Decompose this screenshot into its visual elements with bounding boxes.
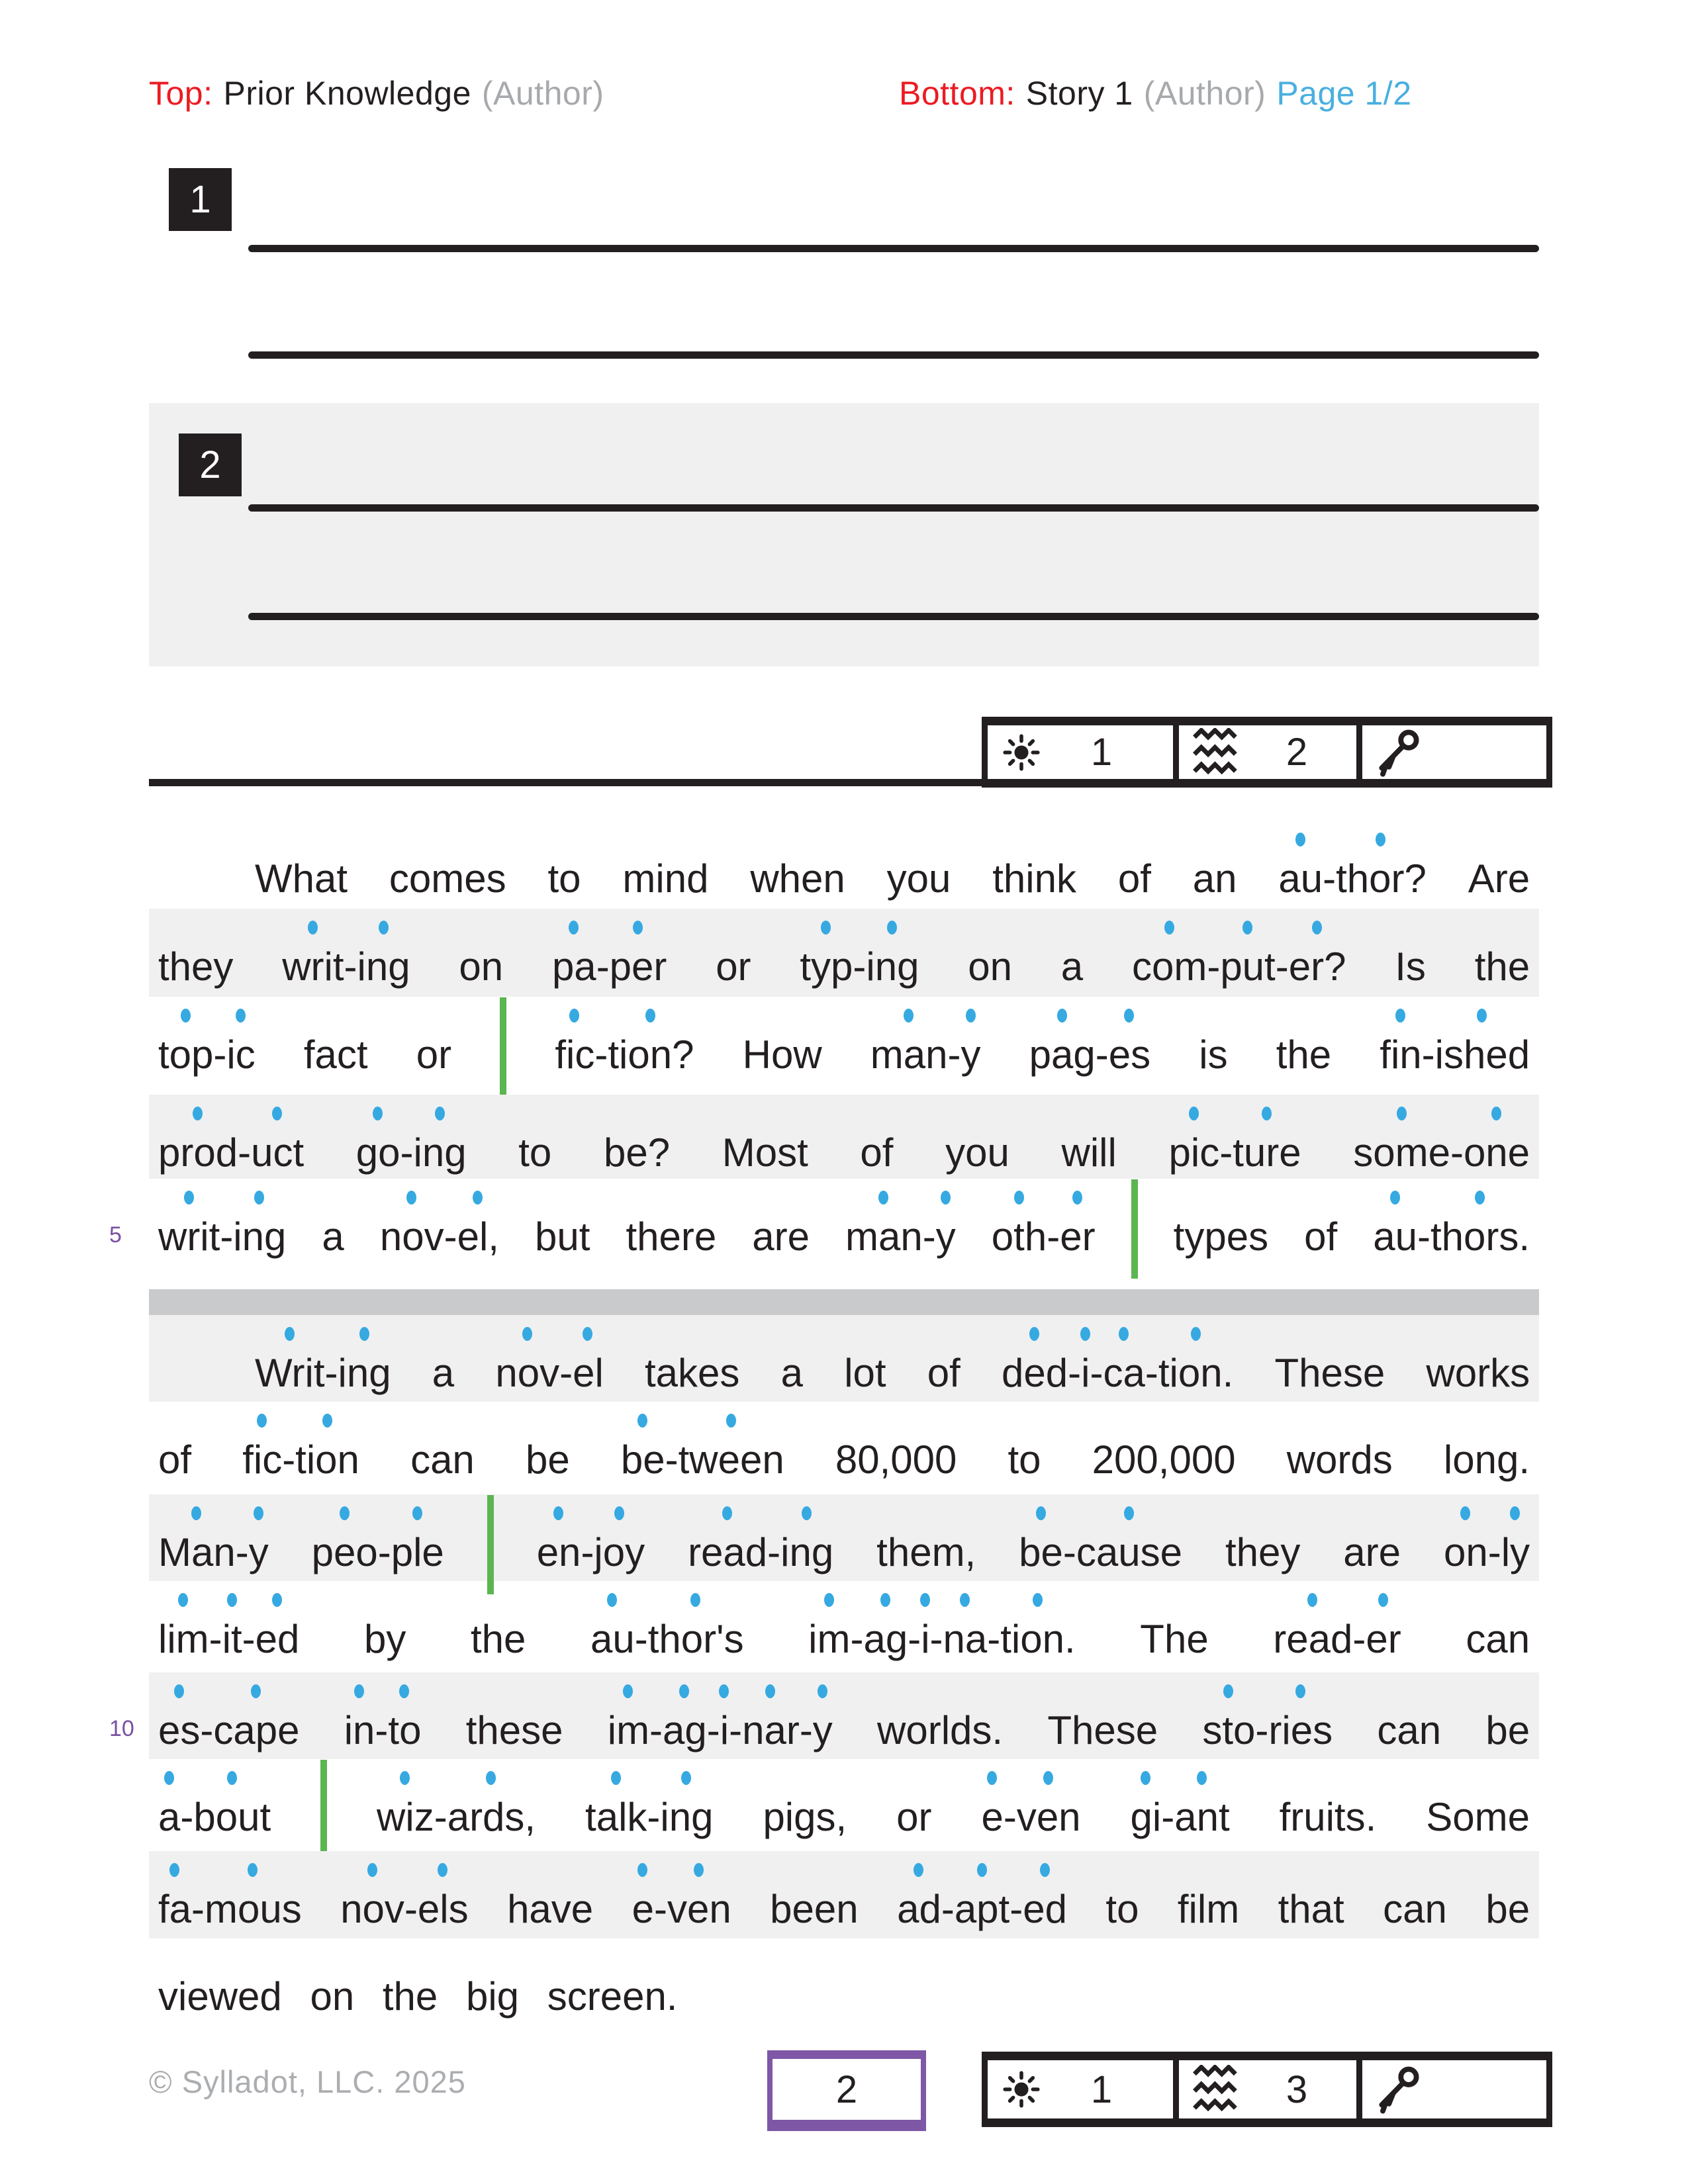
- word: Some: [1426, 1795, 1530, 1839]
- story-line-text: [149, 1759, 1539, 1837]
- word: takes: [645, 1351, 740, 1395]
- word: Writ -ing: [255, 1353, 391, 1393]
- waves-count-value: 2: [1286, 731, 1308, 774]
- story-line-row: [109, 1672, 1539, 1759]
- word: or: [716, 944, 751, 989]
- syllable-dot: [181, 1009, 191, 1023]
- word: im -ag -i -nar -y: [608, 1711, 833, 1751]
- story-line-row: [149, 1581, 1539, 1672]
- word: a: [780, 1351, 804, 1395]
- word: es -cape: [158, 1711, 299, 1751]
- writing-line[interactable]: [248, 504, 1539, 512]
- syllable-dot: [359, 1327, 369, 1341]
- syllable-dot: [1475, 1191, 1485, 1205]
- word: man -y: [870, 1035, 981, 1075]
- phrase-divider-bar: [487, 1565, 494, 1566]
- story-line-text: [149, 1315, 1539, 1393]
- word: ad -apt -ed: [897, 1889, 1067, 1929]
- syllable-dot: [340, 1506, 350, 1520]
- page-indicator: Page 1/2: [1276, 75, 1412, 112]
- phrase-divider-bar: [320, 1830, 327, 1831]
- word: pigs,: [763, 1795, 847, 1839]
- word: gi -ant: [1131, 1797, 1230, 1837]
- story-line-row: [109, 1179, 1539, 1267]
- word: are: [1343, 1530, 1401, 1574]
- word: of: [1117, 856, 1151, 901]
- answer-2-number-badge: 2: [179, 433, 242, 496]
- syllable-dot: [285, 1327, 295, 1341]
- word: to: [1105, 1887, 1139, 1931]
- word: 80,000: [835, 1437, 957, 1482]
- word: Is: [1395, 944, 1426, 989]
- syllable-dot: [1033, 1593, 1043, 1607]
- word: writ -ing: [158, 1217, 286, 1257]
- syllable-dot: [1491, 1107, 1501, 1120]
- word: nov -el,: [380, 1217, 499, 1257]
- syllable-dot: [1243, 921, 1252, 934]
- paragraph-divider: [149, 1289, 1539, 1315]
- syllable-dot: [1014, 1191, 1024, 1205]
- word: These: [1047, 1708, 1158, 1752]
- word: pag -es: [1029, 1035, 1150, 1075]
- key-icon: [1376, 727, 1427, 778]
- syllable-dot: [435, 1107, 445, 1120]
- sun-count-value: 1: [1090, 2068, 1113, 2111]
- word: on -ly: [1444, 1533, 1530, 1572]
- story-line-text: [149, 1402, 1539, 1480]
- story-line-row: [149, 1402, 1539, 1494]
- word: types: [1173, 1214, 1269, 1259]
- syllable-dot: [184, 1191, 194, 1205]
- syllable-dot: [1029, 1327, 1039, 1341]
- syllable-dot: [887, 921, 897, 934]
- line-number: 5: [109, 1222, 122, 1248]
- word: writ -ing: [282, 947, 410, 987]
- word: pa -per: [552, 947, 667, 987]
- syllable-dot: [818, 1684, 827, 1698]
- syllable-dot: [193, 1107, 203, 1120]
- word: e -ven: [981, 1797, 1080, 1837]
- word: are: [752, 1214, 810, 1259]
- syllable-dot: [679, 1684, 689, 1698]
- writing-line[interactable]: [149, 779, 982, 786]
- word: read -er: [1273, 1619, 1401, 1659]
- word: im -ag -i -na -tion.: [808, 1619, 1076, 1659]
- word: nov -els: [340, 1889, 468, 1929]
- syllable-dot: [174, 1684, 184, 1698]
- word: e -ven: [632, 1889, 731, 1929]
- word: when: [750, 856, 845, 901]
- word: they: [158, 944, 234, 989]
- word: be: [1485, 1887, 1530, 1931]
- word: pic -ture: [1169, 1133, 1301, 1173]
- word: fic -tion: [242, 1440, 359, 1480]
- story-line-text: [149, 997, 1539, 1075]
- syllable-dot: [248, 1863, 258, 1877]
- word: in -to: [344, 1711, 422, 1751]
- syllable-dot: [1043, 1771, 1053, 1785]
- story-line-text: [149, 1938, 1539, 2017]
- word: fic -tion?: [555, 1035, 694, 1075]
- word: of: [158, 1437, 192, 1482]
- word: typ -ing: [800, 947, 919, 987]
- line-number: 10: [109, 1716, 134, 1741]
- word: fact: [303, 1032, 368, 1077]
- word: on: [310, 1974, 355, 2019]
- story-line-row: [149, 1938, 1539, 2027]
- syllable-dot: [960, 1593, 970, 1607]
- word: What: [255, 856, 348, 901]
- syllable-dot: [569, 1009, 579, 1023]
- header-bottom-assignment: [899, 74, 1423, 113]
- syllable-counter-bottom: [982, 2052, 1552, 2127]
- word: but: [535, 1214, 590, 1259]
- word: How: [742, 1032, 822, 1077]
- syllable-dot: [1124, 1506, 1134, 1520]
- syllable-dot: [308, 921, 318, 934]
- syllable-dot: [406, 1191, 416, 1205]
- word: ded -i -ca -tion.: [1002, 1353, 1233, 1393]
- syllable-dot: [690, 1593, 700, 1607]
- syllable-dot: [920, 1593, 930, 1607]
- sun-count-value: 1: [1090, 731, 1113, 774]
- syllable-dot: [914, 1863, 923, 1877]
- syllable-dot: [1295, 1684, 1305, 1698]
- story-line-row: [149, 997, 1539, 1095]
- writing-line[interactable]: [248, 245, 1539, 252]
- word: by: [363, 1617, 406, 1661]
- syllable-dot: [1036, 1506, 1046, 1520]
- syllable-dot: [1460, 1506, 1470, 1520]
- syllable-dot: [400, 1771, 410, 1785]
- top-label: Top:: [149, 75, 213, 112]
- word: to: [547, 856, 581, 901]
- syllable-dot: [726, 1414, 736, 1428]
- syllable-dot: [1390, 1191, 1400, 1205]
- word: sto -ries: [1202, 1711, 1333, 1751]
- word: worlds.: [877, 1708, 1004, 1752]
- word: can: [1383, 1887, 1447, 1931]
- syllable-dot: [802, 1506, 812, 1520]
- page-number-box: 2: [767, 2050, 926, 2131]
- word: or: [896, 1795, 932, 1839]
- syllable-dot: [904, 1009, 914, 1023]
- syllable-dot: [1189, 1107, 1199, 1120]
- syllable-dot: [227, 1593, 237, 1607]
- syllable-dot: [1057, 1009, 1067, 1023]
- story-line-text: [149, 1851, 1539, 1929]
- sun-icon: [1001, 732, 1042, 773]
- syllable-dot: [367, 1863, 377, 1877]
- answer-1-number-badge: 1: [169, 168, 232, 231]
- syllable-dot: [633, 921, 643, 934]
- syllable-dot: [614, 1506, 624, 1520]
- syllable-dot: [1477, 1009, 1487, 1023]
- word: they: [1225, 1530, 1301, 1574]
- word: big: [465, 1974, 520, 2019]
- syllable-counter-top: [982, 717, 1552, 788]
- syllable-dot: [637, 1863, 647, 1877]
- word: Are: [1468, 856, 1530, 901]
- syllable-dot: [169, 1863, 179, 1877]
- word: man -y: [845, 1217, 956, 1257]
- story-line-text: [149, 821, 1539, 899]
- syllable-dot: [623, 1684, 633, 1698]
- word: read -ing: [688, 1533, 833, 1572]
- word: there: [626, 1214, 717, 1259]
- word: screen.: [547, 1974, 678, 2019]
- syllable-dot: [694, 1863, 704, 1877]
- word: the: [470, 1617, 526, 1661]
- syllable-dot: [1307, 1593, 1317, 1607]
- word: or: [416, 1032, 452, 1077]
- story-line-row: [149, 1315, 1539, 1402]
- syllable-dot: [1124, 1009, 1134, 1023]
- word: will: [1061, 1130, 1117, 1175]
- word: au -thors.: [1373, 1217, 1530, 1257]
- word: the: [1474, 944, 1530, 989]
- waves-count-cell: [1179, 725, 1362, 779]
- word: works: [1426, 1351, 1530, 1395]
- word: fa -mous: [158, 1889, 302, 1929]
- syllable-dot: [227, 1771, 237, 1785]
- word: to: [518, 1130, 552, 1175]
- word: can: [410, 1437, 475, 1482]
- syllable-dot: [1376, 833, 1385, 846]
- syllable-dot: [1262, 1107, 1272, 1120]
- syllable-dot: [473, 1191, 483, 1205]
- syllable-dot: [821, 921, 831, 934]
- syllable-dot: [438, 1863, 447, 1877]
- waves-count-cell: [1179, 2060, 1362, 2118]
- story-line-text: [149, 909, 1539, 987]
- story-line-row: [149, 1494, 1539, 1581]
- syllable-dot: [824, 1593, 834, 1607]
- syllable-dot: [1397, 1107, 1407, 1120]
- word: lot: [844, 1351, 886, 1395]
- syllable-dot: [1080, 1327, 1090, 1341]
- syllable-dot: [719, 1684, 729, 1698]
- word: au -thor?: [1278, 859, 1427, 899]
- syllable-dot: [1295, 833, 1305, 846]
- syllable-dot: [1312, 921, 1322, 934]
- word: to: [1008, 1437, 1041, 1482]
- writing-line[interactable]: [248, 351, 1539, 359]
- syllable-dot: [878, 1191, 888, 1205]
- word: of: [1304, 1214, 1338, 1259]
- syllable-dot: [272, 1593, 282, 1607]
- syllable-dot: [1197, 1771, 1207, 1785]
- syllable-dot: [1223, 1684, 1233, 1698]
- word: go -ing: [356, 1133, 467, 1173]
- word: mind: [622, 856, 709, 901]
- word: film: [1177, 1887, 1240, 1931]
- syllable-dot: [412, 1506, 422, 1520]
- syllable-dot: [399, 1684, 409, 1698]
- syllable-dot: [1119, 1327, 1129, 1341]
- syllable-dot: [637, 1414, 647, 1428]
- copyright-text: © Sylladot, LLC. 2025: [149, 2064, 466, 2099]
- syllable-dot: [1510, 1506, 1520, 1520]
- sun-count-cell: [988, 725, 1179, 779]
- key-icon: [1376, 2064, 1427, 2115]
- syllable-dot: [611, 1771, 621, 1785]
- story-line-text: [149, 1581, 1539, 1659]
- syllable-dot: [322, 1414, 332, 1428]
- word: long.: [1443, 1437, 1530, 1482]
- answer-2-shaded-area: [149, 403, 1539, 666]
- top-author: (Author): [481, 75, 604, 112]
- word: Most: [722, 1130, 808, 1175]
- word: words: [1286, 1437, 1393, 1482]
- word: these: [465, 1708, 563, 1752]
- word: en -joy: [537, 1533, 645, 1572]
- word: fruits.: [1279, 1795, 1377, 1839]
- syllable-dot: [191, 1506, 201, 1520]
- syllable-dot: [569, 921, 579, 934]
- sun-icon: [1001, 2069, 1042, 2110]
- waves-icon: [1192, 2065, 1249, 2114]
- word: be: [525, 1437, 570, 1482]
- story-line-text: [149, 1095, 1539, 1173]
- syllable-dot: [178, 1593, 188, 1607]
- syllable-dot: [1040, 1863, 1050, 1877]
- word: be: [1485, 1708, 1530, 1752]
- key-cell: [1362, 725, 1546, 779]
- syllable-dot: [522, 1327, 532, 1341]
- syllable-dot: [257, 1414, 267, 1428]
- word: you: [886, 856, 951, 901]
- word: that: [1278, 1887, 1344, 1931]
- word: them,: [876, 1530, 976, 1574]
- word: nov -el: [495, 1353, 603, 1393]
- word: a: [322, 1214, 344, 1259]
- word: of: [860, 1130, 894, 1175]
- syllable-dot: [486, 1771, 496, 1785]
- story-line-row: [149, 1095, 1539, 1179]
- word: a: [432, 1351, 455, 1395]
- word: can: [1377, 1708, 1442, 1752]
- syllable-dot: [941, 1191, 951, 1205]
- word: viewed: [158, 1974, 282, 2019]
- top-title: Prior Knowledge: [223, 75, 471, 112]
- story-line-row: [149, 909, 1539, 997]
- syllable-dot: [966, 1009, 976, 1023]
- story-line-row: [149, 1851, 1539, 1938]
- syllable-dot: [583, 1327, 592, 1341]
- word: fin -ished: [1380, 1035, 1530, 1075]
- word: be -tween: [621, 1440, 784, 1480]
- syllable-dot: [1395, 1009, 1405, 1023]
- bottom-title: Story 1: [1025, 75, 1133, 112]
- waves-count-value: 3: [1286, 2068, 1308, 2111]
- word: be -cause: [1019, 1533, 1182, 1572]
- word: the: [1276, 1032, 1332, 1077]
- bottom-author: (Author): [1143, 75, 1266, 112]
- word: be?: [603, 1130, 671, 1175]
- story-line-text: [149, 1494, 1539, 1572]
- syllable-dot: [379, 921, 389, 934]
- syllable-dot: [354, 1684, 364, 1698]
- word: top -ic: [158, 1035, 256, 1075]
- word: wiz -ards,: [377, 1797, 536, 1837]
- word: is: [1199, 1032, 1228, 1077]
- story-line-row: [149, 1759, 1539, 1851]
- word: talk -ing: [585, 1797, 713, 1837]
- word: of: [927, 1351, 961, 1395]
- word: lim -it -ed: [158, 1619, 299, 1659]
- syllable-dot: [1072, 1191, 1082, 1205]
- story-line-row: [149, 821, 1539, 909]
- word: prod -uct: [158, 1133, 304, 1173]
- syllable-dot: [1141, 1771, 1150, 1785]
- word: some -one: [1353, 1133, 1530, 1173]
- syllable-dot: [645, 1009, 655, 1023]
- syllable-dot: [272, 1107, 282, 1120]
- syllable-dot: [765, 1684, 775, 1698]
- syllable-dot: [681, 1771, 691, 1785]
- syllable-dot: [1191, 1327, 1201, 1341]
- word: peo -ple: [312, 1533, 444, 1572]
- word: you: [945, 1130, 1009, 1175]
- key-cell: [1362, 2060, 1546, 2118]
- header-top-assignment: [149, 74, 615, 113]
- story-line-text: [149, 1179, 1539, 1257]
- syllable-dot: [1164, 921, 1174, 934]
- story-text: [109, 821, 1539, 2027]
- word: 200,000: [1092, 1437, 1236, 1482]
- sun-count-cell: [988, 2060, 1179, 2118]
- word: on: [968, 944, 1012, 989]
- syllable-dot: [164, 1771, 174, 1785]
- syllable-dot: [254, 1191, 264, 1205]
- word: can: [1466, 1617, 1530, 1661]
- syllable-dot: [251, 1684, 261, 1698]
- syllable-dot: [880, 1593, 890, 1607]
- word: think: [992, 856, 1076, 901]
- writing-line[interactable]: [248, 613, 1539, 620]
- word: an: [1192, 856, 1237, 901]
- syllable-dot: [977, 1863, 987, 1877]
- paragraph-gap: [149, 1267, 1539, 1289]
- syllable-dot: [373, 1107, 383, 1120]
- syllable-dot: [236, 1009, 246, 1023]
- word: au -thor's: [590, 1619, 744, 1659]
- syllable-dot: [987, 1771, 997, 1785]
- syllable-dot: [722, 1506, 732, 1520]
- word: have: [507, 1887, 594, 1931]
- word: oth -er: [992, 1217, 1096, 1257]
- word: comes: [389, 856, 506, 901]
- syllable-dot: [254, 1506, 263, 1520]
- word: com -put -er?: [1132, 947, 1346, 987]
- story-line-text: [149, 1672, 1539, 1751]
- word: on: [459, 944, 504, 989]
- word: a -bout: [158, 1797, 271, 1837]
- word: the: [382, 1974, 438, 2019]
- word: The: [1140, 1617, 1209, 1661]
- word: These: [1274, 1351, 1385, 1395]
- word: been: [770, 1887, 859, 1931]
- word: a: [1060, 944, 1084, 989]
- syllable-dot: [1378, 1593, 1388, 1607]
- waves-icon: [1192, 728, 1249, 777]
- word: Man -y: [158, 1533, 269, 1572]
- bottom-label: Bottom:: [899, 75, 1015, 112]
- syllable-dot: [607, 1593, 617, 1607]
- syllable-dot: [553, 1506, 563, 1520]
